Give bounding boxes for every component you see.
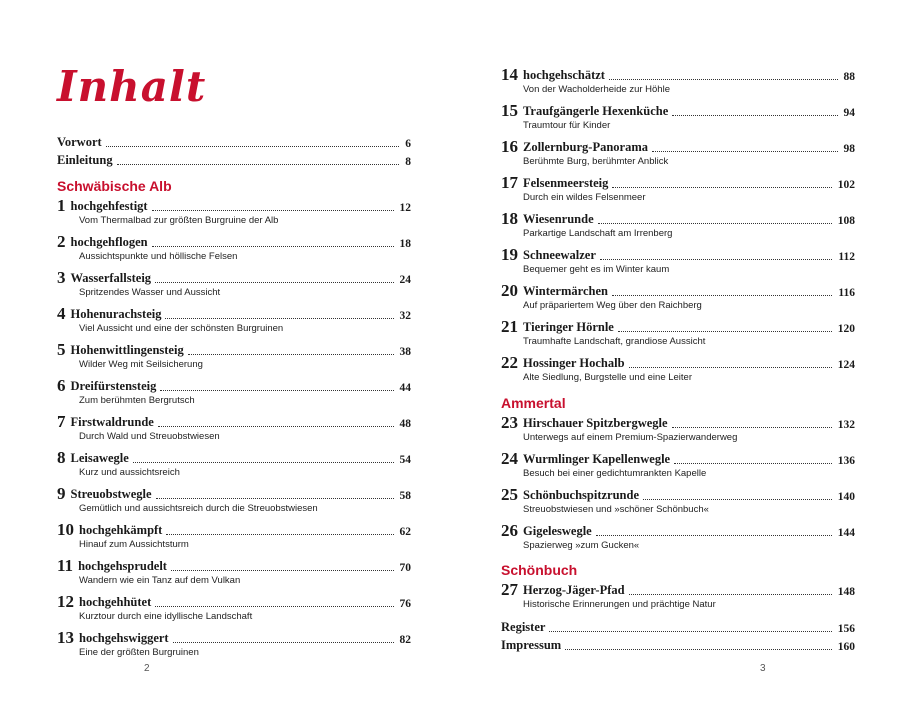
leader-dots [173, 642, 394, 643]
entry-number: 24 [501, 449, 518, 468]
section-heading: Ammertal [501, 395, 566, 411]
entry-number: 15 [501, 101, 518, 120]
toc-entry[interactable] [57, 234, 411, 250]
entry-subtitle: Auf präpariertem Weg über den Raichberg [523, 300, 702, 311]
toc-entry[interactable] [501, 637, 855, 653]
entry-title: hochgehfestigt [70, 199, 148, 213]
toc-entry[interactable] [57, 198, 411, 214]
toc-entry[interactable] [57, 306, 411, 322]
entry-number: 23 [501, 413, 518, 432]
entry-page: 58 [399, 490, 411, 502]
leader-dots [117, 164, 400, 165]
section-heading: Schönbuch [501, 562, 578, 578]
leader-dots [155, 606, 393, 607]
entry-subtitle: Gemütlich und aussichtsreich durch die Streuobstwiesen [79, 503, 318, 514]
leader-dots [565, 649, 832, 650]
entry-title: Gigeleswegle [523, 524, 592, 538]
entry-title: hochgehschätzt [523, 68, 605, 82]
entry-page: 112 [838, 251, 855, 263]
entry-number: 22 [501, 353, 518, 372]
entry-page: 144 [837, 527, 855, 539]
entry-page: 124 [837, 359, 855, 371]
entry-subtitle: Aussichtspunkte und höllische Felsen [79, 251, 238, 262]
entry-page: 88 [843, 71, 855, 83]
entry-subtitle: Wilder Weg mit Seilsicherung [79, 359, 203, 370]
entry-subtitle: Berühmte Burg, berühmter Anblick [523, 156, 669, 167]
page-title: Inhalt [57, 62, 207, 111]
entry-title: Firstwaldrunde [70, 415, 154, 429]
toc-entry[interactable] [57, 414, 411, 430]
leader-dots [598, 223, 832, 224]
entry-title: hochgehflogen [70, 235, 148, 249]
entry-title: hochgehsprudelt [78, 559, 167, 573]
entry-title: Wiesenrunde [523, 212, 594, 226]
entry-number: 14 [501, 65, 518, 84]
entry-title: hochgehkämpft [79, 523, 163, 537]
entry-page: 94 [843, 107, 855, 119]
entry-page: 6 [405, 138, 411, 150]
entry-title: Hohenwittlingensteig [70, 343, 184, 357]
entry-number: 9 [57, 484, 66, 503]
toc-entry[interactable] [501, 67, 855, 83]
entry-page: 116 [838, 287, 855, 299]
toc-entry[interactable] [57, 134, 411, 150]
entry-number: 20 [501, 281, 518, 300]
entry-title: Impressum [501, 638, 562, 652]
leader-dots [652, 151, 838, 152]
entry-page: 102 [837, 179, 855, 191]
entry-title: hochgehswiggert [79, 631, 169, 645]
entry-title: Vorwort [57, 135, 102, 149]
toc-entry[interactable] [501, 355, 855, 371]
entry-number: 1 [57, 196, 66, 215]
entry-subtitle: Unterwegs auf einem Premium-Spazierwanderweg [523, 432, 738, 443]
entry-title: Zollernburg-Panorama [523, 140, 648, 154]
entry-number: 8 [57, 448, 66, 467]
entry-page: 8 [405, 156, 411, 168]
page-number: 2 [144, 663, 150, 674]
toc-entry[interactable] [501, 619, 855, 635]
entry-page: 132 [837, 419, 855, 431]
toc-entry[interactable] [57, 558, 411, 574]
entry-title: Leisawegle [70, 451, 129, 465]
entry-number: 19 [501, 245, 518, 264]
entry-subtitle: Traumtour für Kinder [523, 120, 611, 131]
entry-page: 54 [399, 454, 411, 466]
entry-title: Schneewalzer [523, 248, 596, 262]
toc-entry[interactable] [501, 283, 855, 299]
entry-subtitle: Spazierweg »zum Gucken« [523, 540, 640, 551]
entry-number: 16 [501, 137, 518, 156]
entry-page: 148 [837, 586, 855, 598]
leader-dots [549, 631, 831, 632]
toc-entry[interactable] [501, 415, 855, 431]
entry-title: Hossinger Hochalb [523, 356, 625, 370]
toc-entry[interactable] [501, 139, 855, 155]
entry-number: 7 [57, 412, 66, 431]
toc-entry[interactable] [501, 211, 855, 227]
leader-dots [618, 331, 832, 332]
leader-dots [133, 462, 394, 463]
entry-title: Dreifürstensteig [70, 379, 157, 393]
leader-dots [596, 535, 832, 536]
entry-title: Wasserfallsteig [70, 271, 152, 285]
entry-page: 160 [837, 641, 855, 653]
entry-title: Einleitung [57, 153, 113, 167]
entry-title: Register [501, 620, 546, 634]
leader-dots [160, 390, 393, 391]
leader-dots [165, 318, 393, 319]
toc-entry[interactable] [57, 522, 411, 538]
entry-subtitle: Bequemer geht es im Winter kaum [523, 264, 670, 275]
entry-subtitle: Viel Aussicht und eine der schönsten Burgruinen [79, 323, 284, 334]
toc-entry[interactable] [57, 342, 411, 358]
entry-page: 44 [399, 382, 411, 394]
entry-subtitle: Hinauf zum Aussichtsturm [79, 539, 189, 550]
entry-subtitle: Streuobstwiesen und »schöner Schönbuch« [523, 504, 709, 515]
entry-subtitle: Von der Wacholderheide zur Höhle [523, 84, 670, 95]
entry-page: 82 [399, 634, 411, 646]
toc-entry[interactable] [57, 450, 411, 466]
entry-number: 5 [57, 340, 66, 359]
entry-page: 70 [399, 562, 411, 574]
leader-dots [612, 187, 831, 188]
entry-subtitle: Historische Erinnerungen und prächtige Natur [523, 599, 716, 610]
entry-subtitle: Besuch bei einer gedichtumrankten Kapelle [523, 468, 707, 479]
toc-entry[interactable] [57, 378, 411, 394]
entry-number: 4 [57, 304, 66, 323]
right-page [455, 0, 910, 701]
toc-entry[interactable] [57, 152, 411, 168]
entry-page: 32 [399, 310, 411, 322]
entry-page: 76 [399, 598, 411, 610]
entry-page: 120 [837, 323, 855, 335]
entry-number: 18 [501, 209, 518, 228]
entry-title: Schönbuchspitzrunde [523, 488, 640, 502]
entry-subtitle: Parkartige Landschaft am Irrenberg [523, 228, 673, 239]
entry-subtitle: Vom Thermalbad zur größten Burgruine der Alb [79, 215, 279, 226]
entry-title: Herzog-Jäger-Pfad [523, 583, 625, 597]
toc-entry[interactable] [501, 523, 855, 539]
page-number: 3 [760, 663, 766, 674]
entry-page: 98 [843, 143, 855, 155]
entry-number: 6 [57, 376, 66, 395]
leader-dots [600, 259, 832, 260]
entry-subtitle: Durch Wald und Streuobstwiesen [79, 431, 220, 442]
toc-entry[interactable] [501, 451, 855, 467]
section-heading: Schwäbische Alb [57, 178, 172, 194]
leader-dots [674, 463, 832, 464]
entry-title: Hirschauer Spitzbergwegle [523, 416, 668, 430]
entry-number: 11 [57, 556, 74, 575]
leader-dots [158, 426, 394, 427]
toc-entry[interactable] [501, 247, 855, 263]
entry-page: 18 [399, 238, 411, 250]
entry-title: hochgehhütet [79, 595, 152, 609]
entry-number: 3 [57, 268, 66, 287]
leader-dots [166, 534, 393, 535]
toc-entry[interactable] [501, 487, 855, 503]
entry-page: 48 [399, 418, 411, 430]
leader-dots [609, 79, 838, 80]
entry-subtitle: Kurz und aussichtsreich [79, 467, 180, 478]
toc-entry[interactable] [57, 630, 411, 646]
leader-dots [188, 354, 394, 355]
leader-dots [643, 499, 832, 500]
leader-dots [629, 594, 832, 595]
toc-entry[interactable] [501, 319, 855, 335]
leader-dots [106, 146, 400, 147]
entry-number: 21 [501, 317, 518, 336]
leader-dots [152, 246, 394, 247]
leader-dots [672, 115, 837, 116]
entry-number: 10 [57, 520, 74, 539]
entry-subtitle: Traumhafte Landschaft, grandiose Aussicht [523, 336, 706, 347]
entry-number: 26 [501, 521, 518, 540]
entry-title: Hohenurachsteig [70, 307, 162, 321]
leader-dots [629, 367, 832, 368]
entry-title: Streuobstwegle [70, 487, 152, 501]
entry-page: 108 [837, 215, 855, 227]
entry-title: Wurmlinger Kapellenwegle [523, 452, 671, 466]
entry-number: 25 [501, 485, 518, 504]
toc-entry[interactable] [57, 486, 411, 502]
entry-subtitle: Wandern wie ein Tanz auf dem Vulkan [79, 575, 241, 586]
leader-dots [152, 210, 394, 211]
entry-subtitle: Zum berühmten Bergrutsch [79, 395, 195, 406]
entry-number: 13 [57, 628, 74, 647]
leader-dots [672, 427, 832, 428]
leader-dots [155, 282, 393, 283]
entry-subtitle: Durch ein wildes Felsenmeer [523, 192, 646, 203]
entry-title: Felsenmeersteig [523, 176, 609, 190]
entry-title: Tieringer Hörnle [523, 320, 614, 334]
entry-page: 12 [399, 202, 411, 214]
leader-dots [156, 498, 394, 499]
entry-number: 12 [57, 592, 74, 611]
toc-entry[interactable] [501, 103, 855, 119]
entry-page: 140 [837, 491, 855, 503]
entry-subtitle: Spritzendes Wasser und Aussicht [79, 287, 221, 298]
entry-subtitle: Kurztour durch eine idyllische Landschaft [79, 611, 253, 622]
entry-number: 2 [57, 232, 66, 251]
entry-page: 24 [399, 274, 411, 286]
entry-subtitle: Eine der größten Burgruinen [79, 647, 199, 658]
entry-number: 27 [501, 580, 518, 599]
leader-dots [612, 295, 832, 296]
toc-entry[interactable] [57, 594, 411, 610]
entry-subtitle: Alte Siedlung, Burgstelle und eine Leiter [523, 372, 693, 383]
entry-page: 156 [837, 623, 855, 635]
entry-number: 17 [501, 173, 518, 192]
toc-entry[interactable] [501, 582, 855, 598]
entry-title: Traufgängerle Hexenküche [523, 104, 669, 118]
leader-dots [171, 570, 394, 571]
entry-page: 38 [399, 346, 411, 358]
toc-entry[interactable] [501, 175, 855, 191]
entry-title: Wintermärchen [523, 284, 608, 298]
entry-page: 136 [837, 455, 855, 467]
toc-entry[interactable] [57, 270, 411, 286]
entry-page: 62 [399, 526, 411, 538]
